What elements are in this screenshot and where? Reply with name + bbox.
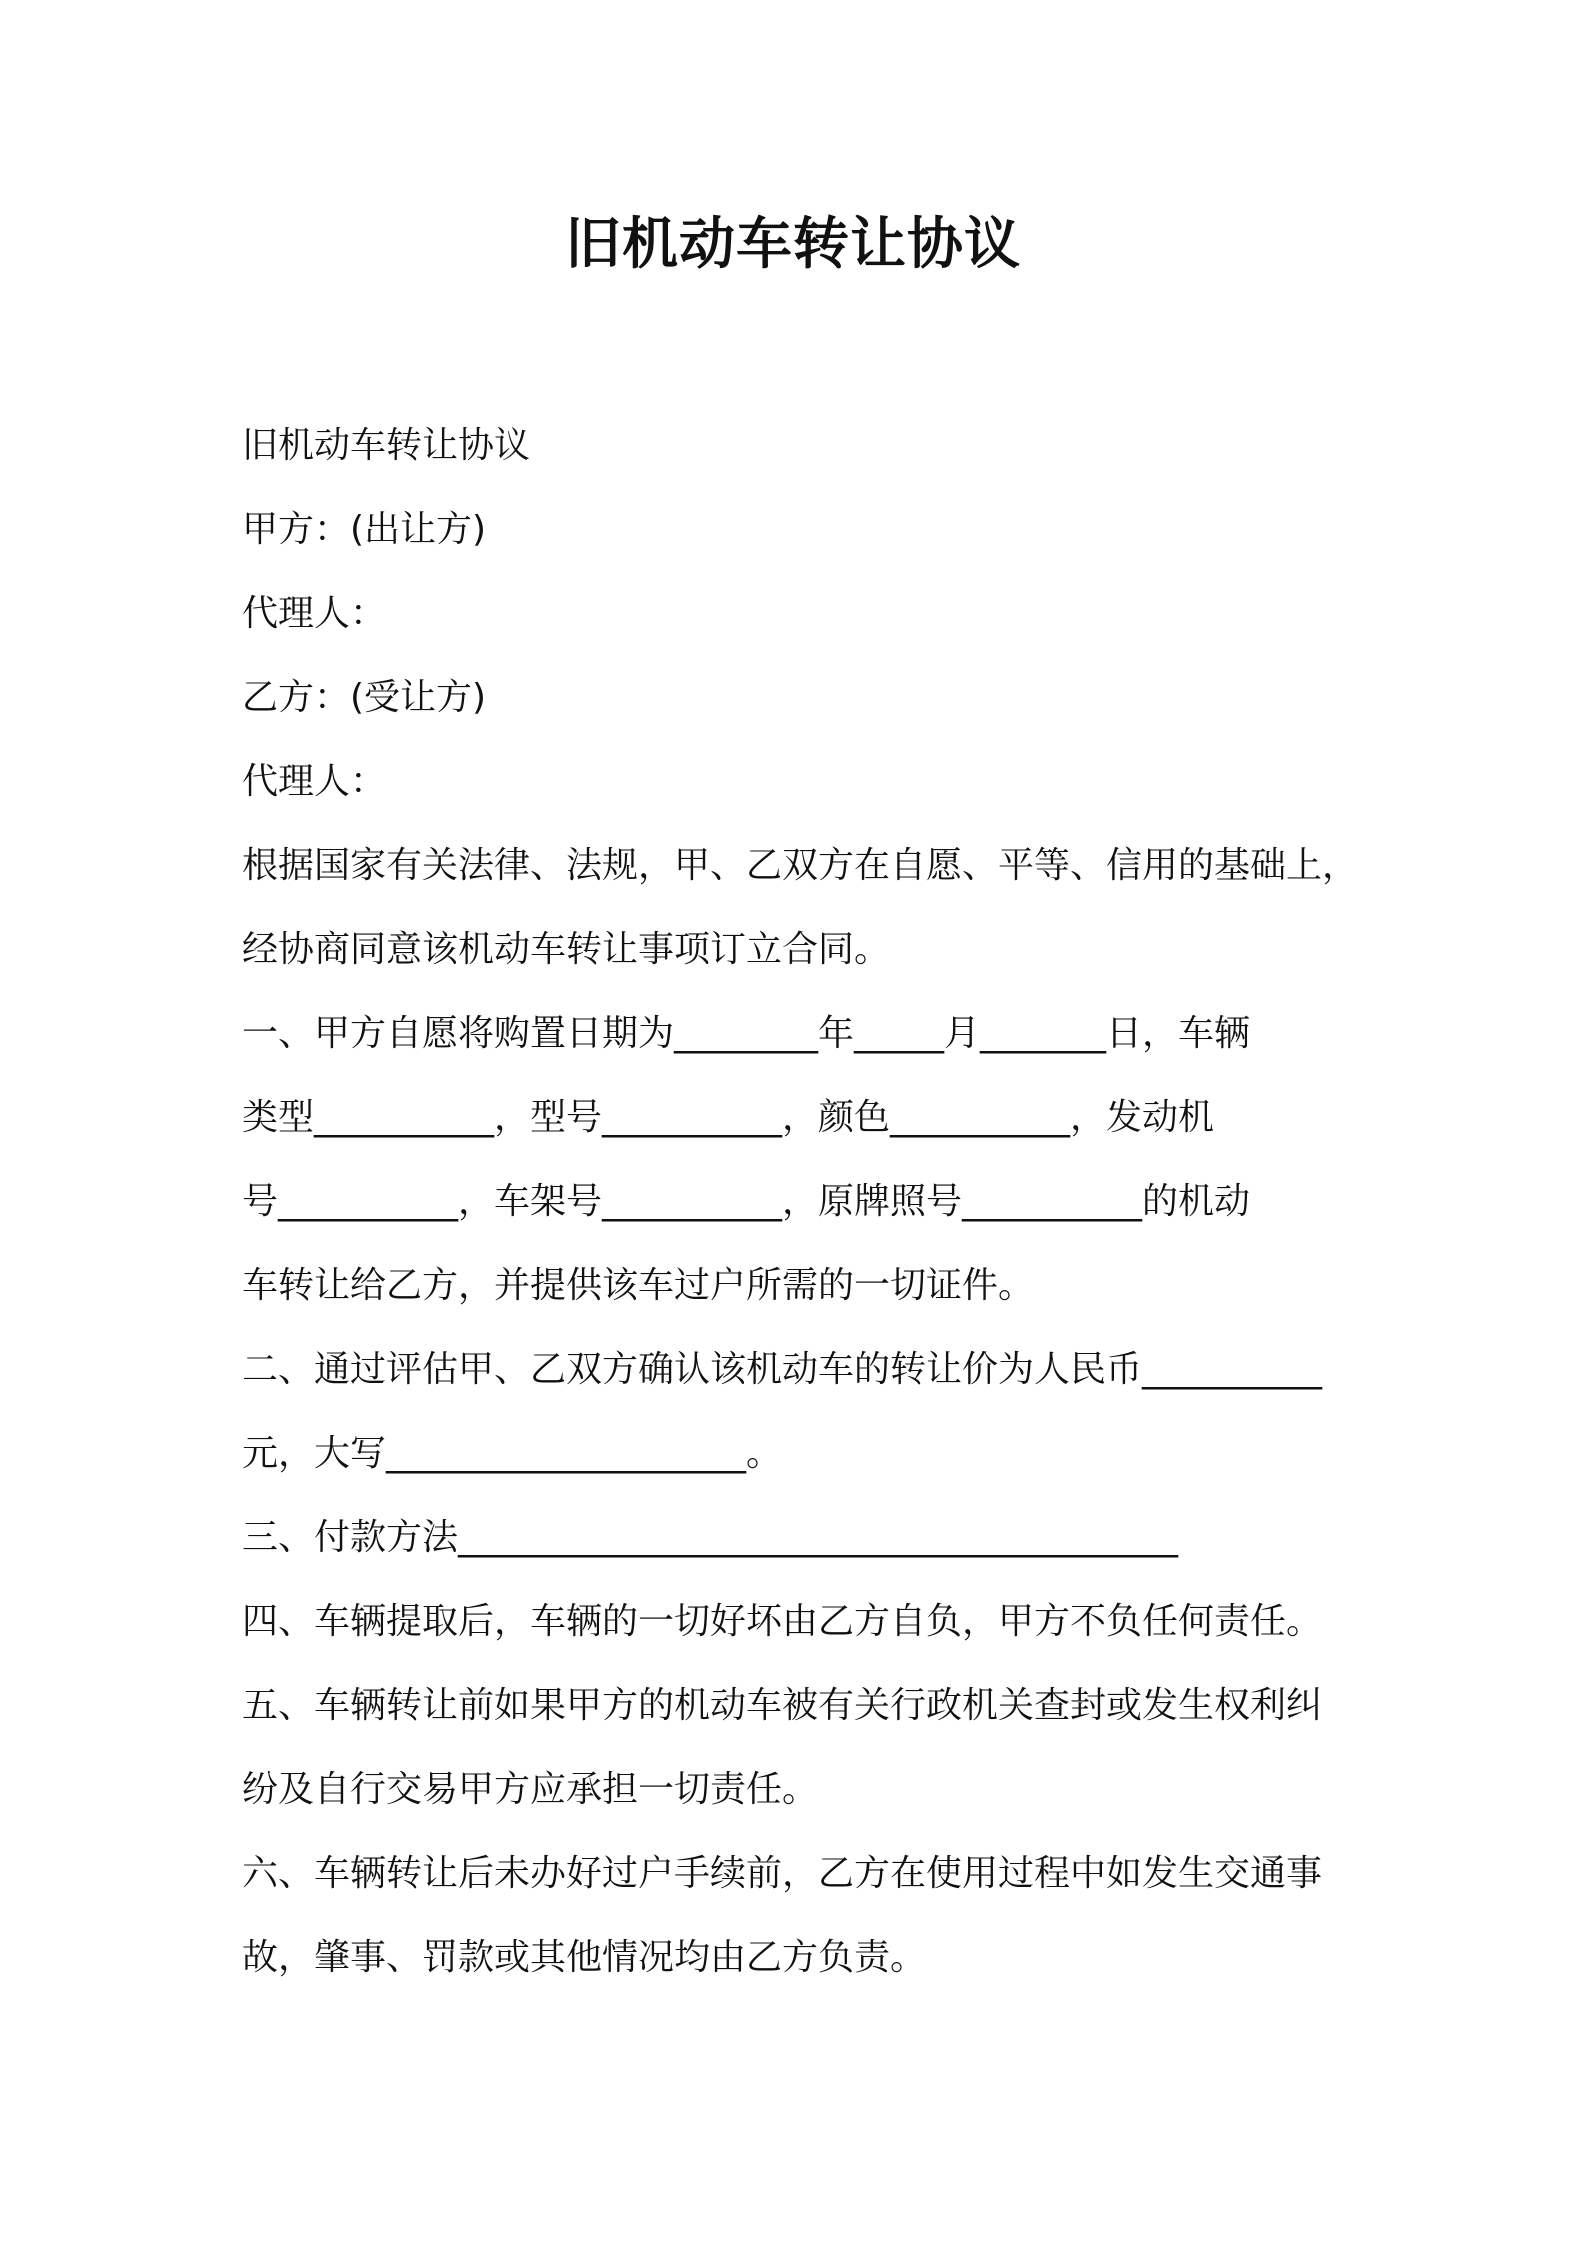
clause-1-line-1: 一、甲方自愿将购置日期为________年_____月_______日，车辆 (242, 1013, 1251, 1054)
clause-2-line-1: 二、通过评估甲、乙双方确认该机动车的转让价为人民币__________ (242, 1349, 1323, 1390)
clause-2-line-2: 元，大写____________________。 (242, 1433, 783, 1474)
preamble-line-2: 经协商同意该机动车转让事项订立合同。 (242, 929, 891, 970)
document-body (242, 404, 1362, 2000)
document-title: 旧机动车转让协议 (565, 212, 1021, 277)
clause-1-line-2: 类型__________，型号__________，颜色__________，发动机 (242, 1097, 1215, 1138)
clause-5-line-1: 五、车辆转让前如果甲方的机动车被有关行政机关查封或发生权利纠 (242, 1685, 1323, 1726)
clause-4-line-1: 四、车辆提取后，车辆的一切好坏由乙方自负，甲方不负任何责任。 (242, 1601, 1323, 1642)
party-a-line: 甲方：(出让方) (242, 509, 487, 550)
clause-6-line-2: 故，肇事、罚款或其他情况均由乙方负责。 (242, 1937, 927, 1978)
party-b-agent-line: 代理人： (242, 761, 387, 802)
clause-1-line-4: 车转让给乙方，并提供该车过户所需的一切证件。 (242, 1265, 1035, 1306)
preamble-line-1: 根据国家有关法律、法规，甲、乙双方在自愿、平等、信用的基础上， (242, 845, 1359, 886)
clause-3-line-1: 三、付款方法________________________________________ (242, 1517, 1179, 1558)
party-a-agent-line: 代理人： (242, 593, 387, 634)
clause-6-line-1: 六、车辆转让后未办好过户手续前，乙方在使用过程中如发生交通事 (242, 1853, 1323, 1894)
clause-1-line-3: 号__________，车架号__________，原牌照号__________的机动 (242, 1181, 1251, 1222)
clause-5-line-2: 纷及自行交易甲方应承担一切责任。 (242, 1769, 819, 1810)
party-b-line: 乙方：(受让方) (242, 677, 487, 718)
body-line-heading: 旧机动车转让协议 (242, 425, 531, 466)
